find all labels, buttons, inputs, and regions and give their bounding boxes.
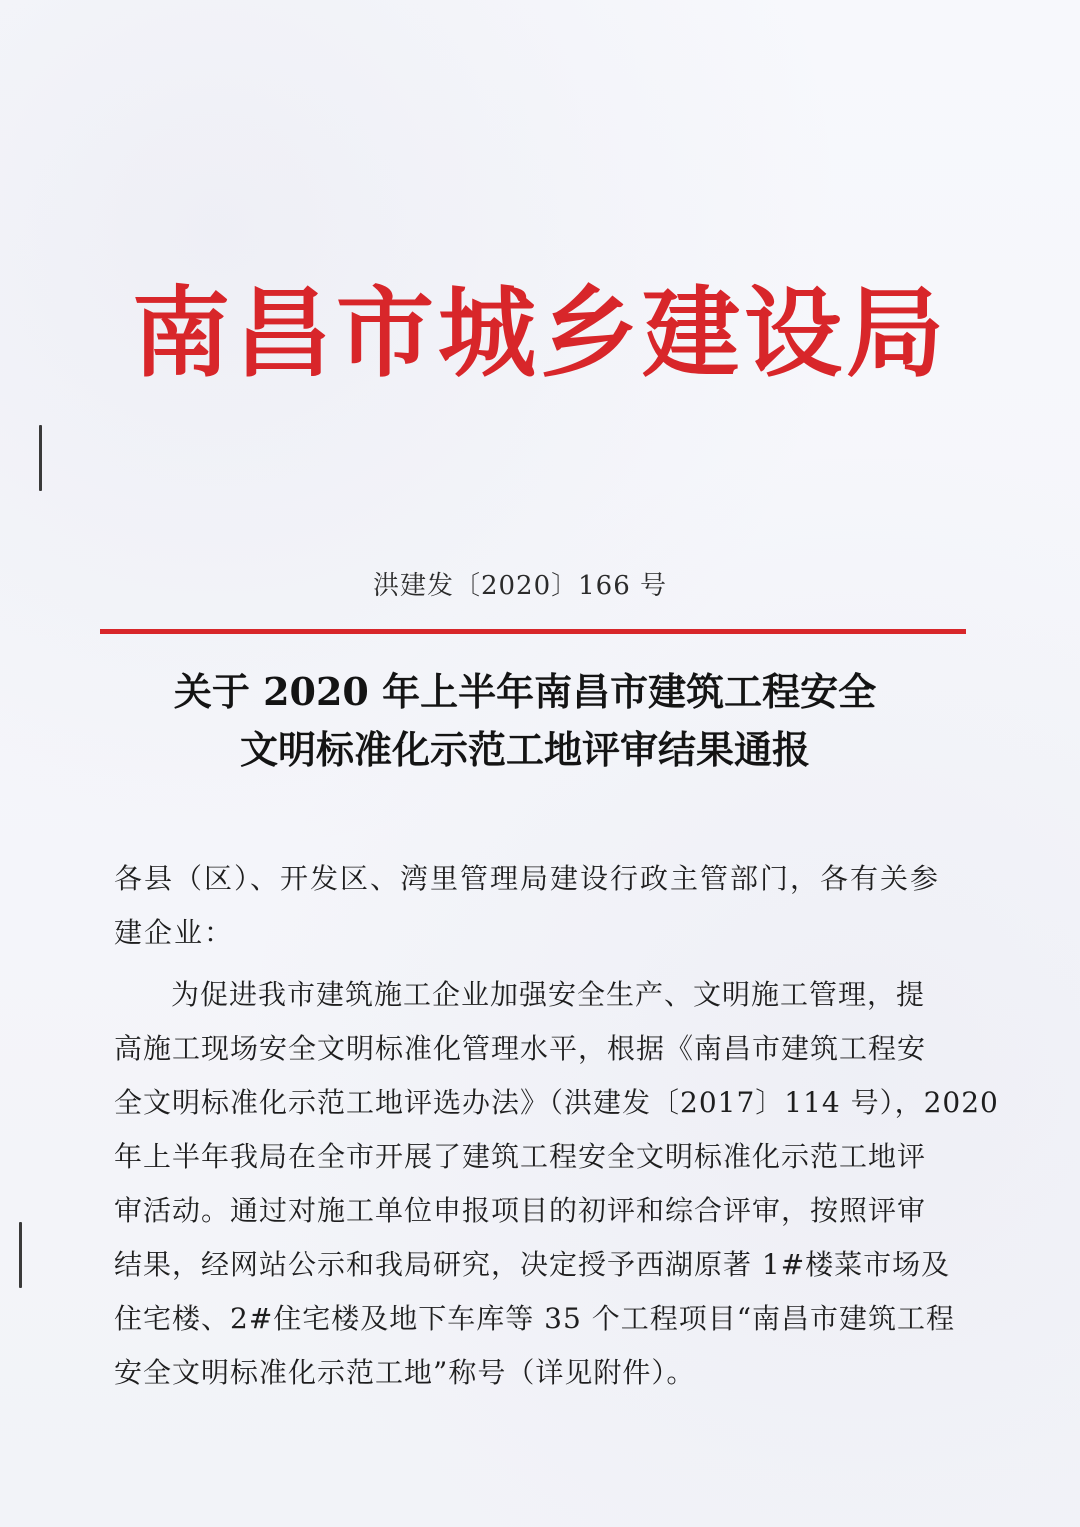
- body-line: 为促进我市建筑施工企业加强安全生产、文明施工管理，提: [171, 978, 926, 1011]
- agency-name: 南昌市城乡建设局: [131, 277, 948, 391]
- binding-mark: [19, 1222, 22, 1288]
- body-line: 高施工现场安全文明标准化管理水平，根据《南昌市建筑工程安: [114, 1032, 927, 1065]
- body-paragraph: [114, 968, 999, 1400]
- body-line: 安全文明标准化示范工地”称号（详见附件）。: [114, 1356, 696, 1389]
- body-line: 住宅楼、2#住宅楼及地下车库等 35 个工程项目“南昌市建筑工程: [114, 1302, 956, 1335]
- red-divider-line: [100, 629, 966, 634]
- salutation-line-2: 建企业：: [114, 916, 235, 949]
- document-title-line-2: 文明标准化示范工地评审结果通报: [239, 727, 810, 772]
- document-number: 洪建发〔2020〕166 号: [372, 571, 668, 601]
- salutation-line-1: 各县（区）、开发区、湾里管理局建设行政主管部门，各有关参: [114, 862, 941, 895]
- binding-mark: [39, 425, 42, 491]
- document-title: [100, 663, 950, 779]
- body-line: 年上半年我局在全市开展了建筑工程安全文明标准化示范工地评: [114, 1140, 927, 1173]
- body-line: 全文明标准化示范工地评选办法》（洪建发〔2017〕114 号），2020: [114, 1086, 999, 1119]
- salutation: [114, 852, 944, 960]
- body-line: 审活动。通过对施工单位申报项目的初评和综合评审，按照评审: [114, 1194, 927, 1227]
- document-title-line-1: 关于 2020 年上半年南昌市建筑工程安全: [173, 669, 877, 714]
- body-line: 结果，经网站公示和我局研究，决定授予西湖原著 1#楼菜市场及: [114, 1248, 951, 1281]
